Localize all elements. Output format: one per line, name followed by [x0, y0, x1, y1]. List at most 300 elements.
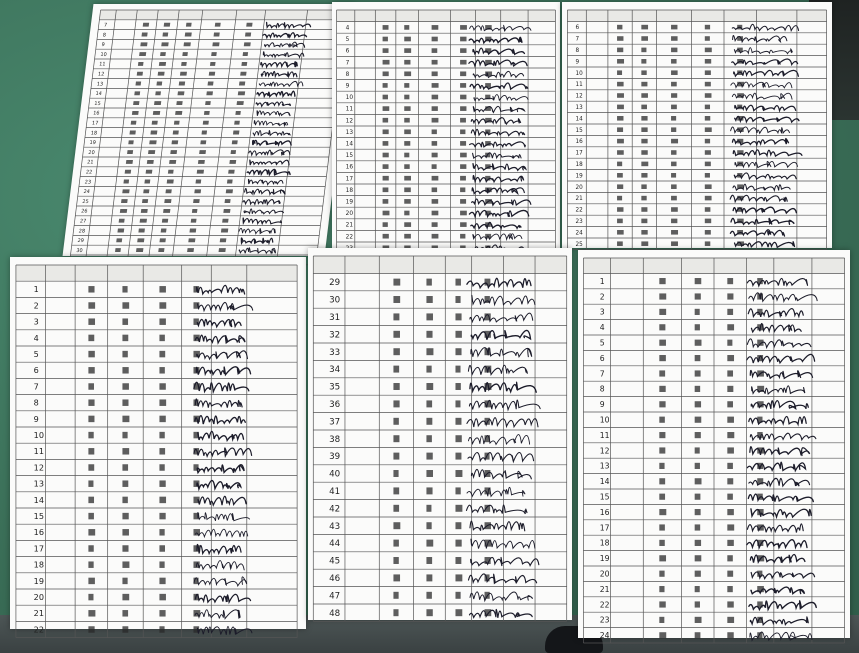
printed-cell-mark: [404, 199, 411, 204]
row-number: 19: [33, 575, 44, 586]
printed-cell-mark: [426, 487, 432, 494]
printed-cell-mark: [122, 335, 128, 341]
printed-cell-mark: [152, 121, 158, 125]
row-number: 9: [101, 42, 106, 49]
printed-cell-mark: [383, 141, 389, 146]
printed-cell-mark: [695, 386, 700, 392]
row-number: 20: [87, 149, 96, 156]
handwritten-signature: [471, 118, 520, 124]
handwritten-signature: [734, 173, 796, 179]
printed-cell-mark: [383, 37, 388, 42]
handwritten-signature: [197, 465, 244, 473]
printed-cell-mark: [199, 150, 206, 154]
handwritten-signature: [733, 207, 796, 213]
printed-cell-mark: [159, 335, 164, 341]
row-number: 24: [575, 230, 583, 237]
printed-cell-mark: [617, 173, 623, 178]
printed-cell-mark: [432, 199, 439, 204]
printed-cell-mark: [241, 62, 247, 66]
sheet-table-grid: [63, 4, 356, 256]
printed-cell-mark: [695, 524, 701, 530]
printed-cell-mark: [659, 278, 665, 284]
printed-cell-mark: [122, 383, 128, 389]
printed-cell-mark: [404, 118, 410, 123]
printed-cell-mark: [159, 383, 165, 389]
printed-cell-mark: [455, 470, 462, 477]
printed-cell-mark: [383, 48, 389, 53]
row-number: 19: [599, 554, 610, 564]
printed-cell-mark: [165, 189, 171, 193]
row-number: 25: [575, 241, 583, 248]
printed-cell-mark: [695, 309, 700, 315]
printed-cell-mark: [460, 25, 467, 30]
printed-cell-mark: [393, 453, 399, 460]
printed-cell-mark: [393, 522, 400, 529]
printed-cell-mark: [727, 540, 734, 546]
printed-cell-mark: [122, 626, 128, 632]
handwritten-signature: [254, 121, 288, 126]
handwritten-signature: [194, 448, 252, 456]
row-number: 9: [599, 400, 605, 410]
printed-cell-mark: [88, 318, 95, 324]
printed-cell-mark: [393, 470, 398, 477]
attendance-sheet-top-middle: [332, 2, 560, 250]
handwritten-signature: [468, 574, 536, 583]
printed-cell-mark: [117, 229, 124, 233]
printed-cell-mark: [143, 23, 149, 27]
printed-cell-mark: [88, 351, 94, 357]
printed-cell-mark: [659, 555, 666, 561]
printed-cell-mark: [432, 234, 439, 239]
printed-cell-mark: [231, 150, 237, 154]
printed-cell-mark: [122, 416, 129, 422]
handwritten-signature: [470, 313, 533, 322]
printed-cell-mark: [225, 199, 231, 203]
printed-cell-mark: [460, 48, 466, 53]
row-number: 6: [599, 353, 605, 363]
printed-cell-mark: [141, 209, 148, 213]
printed-cell-mark: [88, 432, 93, 438]
printed-cell-mark: [184, 42, 191, 46]
printed-cell-mark: [695, 540, 701, 546]
handwritten-signature: [195, 594, 250, 602]
row-number: 13: [33, 478, 44, 489]
printed-cell-mark: [115, 248, 121, 252]
handwritten-signature: [247, 169, 291, 175]
row-number: 46: [329, 574, 341, 585]
printed-cell-mark: [641, 36, 648, 41]
handwritten-signature: [259, 81, 304, 86]
row-number: 32: [329, 330, 341, 341]
printed-cell-mark: [383, 199, 389, 204]
table-header-row: [16, 265, 297, 281]
row-number: 2: [599, 292, 605, 302]
printed-cell-mark: [383, 83, 388, 88]
printed-cell-mark: [404, 234, 411, 239]
printed-cell-mark: [383, 60, 390, 65]
handwritten-signature: [263, 33, 307, 38]
printed-cell-mark: [426, 331, 432, 338]
printed-cell-mark: [88, 335, 94, 341]
printed-cell-mark: [88, 464, 94, 470]
printed-cell-mark: [88, 545, 93, 551]
handwritten-signature: [469, 37, 522, 42]
handwritten-signature: [747, 524, 803, 533]
row-number: 12: [97, 71, 105, 78]
printed-cell-mark: [671, 230, 678, 235]
printed-cell-mark: [161, 229, 167, 233]
printed-cell-mark: [659, 632, 666, 638]
row-number: 21: [575, 196, 583, 203]
row-number: 14: [345, 141, 354, 148]
row-number: 13: [345, 129, 354, 136]
printed-cell-mark: [705, 219, 711, 224]
printed-cell-mark: [203, 121, 209, 125]
row-number: 16: [345, 164, 354, 171]
row-number: 27: [79, 218, 87, 225]
handwritten-signature: [473, 106, 524, 112]
printed-cell-mark: [88, 480, 93, 486]
handwritten-signature: [734, 70, 799, 76]
printed-cell-mark: [426, 592, 431, 599]
printed-cell-mark: [455, 487, 460, 494]
printed-cell-mark: [210, 62, 216, 66]
row-number: 48: [329, 608, 341, 619]
printed-cell-mark: [122, 432, 127, 438]
row-number: 29: [77, 238, 85, 245]
row-number: 11: [575, 82, 583, 89]
printed-cell-mark: [727, 447, 734, 453]
row-number: 12: [599, 446, 610, 456]
printed-cell-mark: [426, 400, 432, 407]
printed-cell-mark: [455, 522, 461, 529]
handwritten-signature: [471, 539, 535, 549]
row-number: 11: [599, 430, 610, 440]
printed-cell-mark: [659, 463, 664, 469]
printed-cell-mark: [122, 448, 129, 454]
handwritten-signature: [249, 150, 291, 155]
printed-cell-mark: [159, 594, 166, 600]
row-number: 10: [575, 70, 583, 77]
handwritten-signature: [473, 164, 526, 171]
printed-cell-mark: [235, 111, 240, 115]
row-number: 8: [599, 384, 605, 394]
handwritten-signature: [266, 22, 311, 28]
printed-cell-mark: [432, 37, 438, 42]
printed-cell-mark: [404, 141, 410, 146]
printed-cell-mark: [404, 176, 411, 181]
printed-cell-mark: [383, 222, 388, 227]
printed-cell-mark: [727, 355, 734, 361]
printed-cell-mark: [432, 222, 438, 227]
printed-cell-mark: [705, 116, 710, 121]
row-number: 28: [78, 228, 86, 235]
printed-cell-mark: [393, 331, 400, 338]
printed-cell-mark: [227, 180, 233, 184]
printed-cell-mark: [88, 610, 95, 616]
printed-cell-mark: [705, 139, 710, 144]
printed-cell-mark: [234, 121, 240, 125]
handwritten-signature: [472, 199, 531, 205]
handwritten-signature: [253, 131, 291, 136]
handwritten-signature: [195, 335, 245, 343]
handwritten-signature: [197, 302, 252, 310]
row-number: 15: [33, 511, 44, 522]
printed-cell-mark: [404, 222, 411, 227]
printed-cell-mark: [659, 601, 665, 607]
printed-cell-mark: [659, 571, 664, 577]
printed-cell-mark: [426, 418, 432, 425]
printed-cell-mark: [460, 176, 466, 181]
printed-cell-mark: [432, 153, 438, 158]
printed-cell-mark: [140, 42, 147, 46]
printed-cell-mark: [222, 219, 228, 223]
row-number: 22: [599, 600, 610, 610]
printed-cell-mark: [383, 71, 389, 76]
row-number: 6: [575, 25, 580, 32]
handwritten-signature: [472, 188, 524, 194]
printed-cell-mark: [659, 432, 665, 438]
handwritten-signature: [260, 62, 297, 67]
printed-cell-mark: [122, 497, 127, 503]
handwritten-signature: [248, 179, 284, 184]
handwritten-signature: [197, 285, 245, 294]
printed-cell-mark: [705, 162, 711, 167]
printed-cell-mark: [705, 241, 710, 246]
printed-cell-mark: [727, 601, 733, 607]
printed-cell-mark: [194, 189, 201, 193]
row-number: 4: [345, 25, 350, 32]
row-number: 11: [98, 61, 106, 68]
printed-cell-mark: [226, 189, 233, 193]
printed-cell-mark: [641, 230, 647, 235]
row-number: 5: [33, 349, 39, 360]
row-number: 14: [95, 91, 103, 98]
printed-cell-mark: [186, 23, 192, 27]
printed-cell-mark: [426, 366, 431, 373]
printed-cell-mark: [122, 594, 129, 600]
row-number: 17: [345, 176, 354, 183]
printed-cell-mark: [150, 131, 157, 135]
printed-cell-mark: [641, 93, 648, 98]
printed-cell-mark: [641, 184, 646, 189]
printed-cell-mark: [705, 184, 712, 189]
printed-cell-mark: [126, 160, 133, 164]
printed-cell-mark: [705, 36, 710, 41]
row-number: 22: [575, 207, 583, 214]
printed-cell-mark: [142, 199, 148, 203]
printed-cell-mark: [426, 557, 432, 564]
printed-cell-mark: [404, 164, 409, 169]
table-header-row: [337, 10, 556, 22]
printed-cell-mark: [137, 72, 143, 76]
row-number: 16: [92, 110, 100, 117]
handwritten-signature: [194, 577, 247, 586]
printed-cell-mark: [695, 293, 701, 299]
handwritten-signature: [733, 150, 802, 156]
printed-cell-mark: [162, 219, 168, 223]
printed-cell-mark: [88, 286, 94, 292]
row-number: 18: [599, 538, 610, 548]
printed-cell-mark: [123, 180, 129, 184]
printed-cell-mark: [221, 229, 228, 233]
row-number: 3: [33, 316, 39, 327]
printed-cell-mark: [88, 497, 94, 503]
printed-cell-mark: [705, 82, 711, 87]
printed-cell-mark: [671, 184, 677, 189]
handwritten-signature: [468, 435, 529, 445]
row-number: 17: [91, 120, 99, 127]
printed-cell-mark: [455, 435, 461, 442]
printed-cell-mark: [671, 48, 677, 53]
printed-cell-mark: [161, 42, 168, 46]
row-number: 16: [599, 507, 610, 517]
printed-cell-mark: [122, 464, 128, 470]
printed-cell-mark: [404, 95, 409, 100]
row-number: 21: [33, 608, 44, 619]
printed-cell-mark: [159, 318, 165, 324]
printed-cell-mark: [191, 219, 197, 223]
row-number: 7: [599, 369, 605, 379]
handwritten-signature: [470, 521, 525, 531]
printed-cell-mark: [695, 432, 701, 438]
printed-cell-mark: [659, 586, 664, 592]
row-number: 12: [575, 93, 583, 100]
handwritten-signature: [264, 42, 305, 47]
handwritten-signature: [197, 351, 248, 359]
handwritten-signature: [466, 505, 526, 514]
printed-cell-mark: [426, 313, 433, 320]
printed-cell-mark: [122, 318, 128, 324]
printed-cell-mark: [383, 106, 390, 111]
printed-cell-mark: [189, 229, 196, 233]
printed-cell-mark: [617, 127, 623, 132]
printed-cell-mark: [167, 180, 174, 184]
printed-cell-mark: [432, 95, 439, 100]
printed-cell-mark: [134, 91, 140, 95]
printed-cell-mark: [208, 82, 214, 86]
printed-cell-mark: [659, 324, 665, 330]
printed-cell-mark: [174, 121, 180, 125]
printed-cell-mark: [455, 574, 462, 581]
printed-cell-mark: [116, 238, 122, 242]
printed-cell-mark: [156, 82, 162, 86]
printed-cell-mark: [695, 417, 702, 423]
printed-cell-mark: [617, 162, 622, 167]
printed-cell-mark: [175, 111, 182, 115]
row-number: 7: [575, 36, 580, 43]
printed-cell-mark: [727, 278, 733, 284]
printed-cell-mark: [393, 609, 398, 616]
printed-cell-mark: [393, 557, 398, 564]
printed-cell-mark: [393, 505, 399, 512]
printed-cell-mark: [641, 173, 647, 178]
printed-cell-mark: [455, 505, 462, 512]
printed-cell-mark: [460, 37, 466, 42]
printed-cell-mark: [641, 207, 647, 212]
printed-cell-mark: [617, 82, 624, 87]
printed-cell-mark: [727, 494, 733, 500]
sheet-table-grid: [332, 2, 560, 250]
row-number: 20: [599, 569, 610, 579]
printed-cell-mark: [122, 351, 127, 357]
printed-cell-mark: [122, 399, 128, 405]
row-number: 21: [599, 584, 610, 594]
printed-cell-mark: [159, 367, 164, 373]
printed-cell-mark: [671, 196, 677, 201]
attendance-sheet-bottom-right: [578, 250, 850, 641]
printed-cell-mark: [88, 561, 93, 567]
printed-cell-mark: [393, 400, 399, 407]
handwritten-signature: [241, 238, 274, 243]
printed-cell-mark: [159, 62, 166, 66]
printed-cell-mark: [404, 106, 410, 111]
attendance-sheet-top-left: [63, 4, 356, 256]
row-number: 17: [599, 523, 610, 533]
printed-cell-mark: [455, 557, 461, 564]
handwritten-signature: [257, 91, 296, 96]
handwritten-signature: [734, 48, 792, 54]
printed-cell-mark: [243, 52, 249, 56]
printed-cell-mark: [641, 48, 646, 53]
printed-cell-mark: [187, 248, 194, 252]
printed-cell-mark: [695, 463, 700, 469]
printed-cell-mark: [659, 293, 666, 299]
printed-cell-mark: [460, 234, 465, 239]
printed-cell-mark: [122, 610, 128, 616]
row-number: 36: [329, 400, 341, 411]
row-number: 17: [33, 543, 44, 554]
printed-cell-mark: [460, 95, 466, 100]
printed-cell-mark: [180, 72, 187, 76]
printed-cell-mark: [695, 571, 701, 577]
printed-cell-mark: [404, 60, 410, 65]
row-number: 14: [33, 494, 44, 505]
printed-cell-mark: [659, 386, 665, 392]
printed-cell-mark: [229, 160, 236, 164]
printed-cell-mark: [641, 162, 648, 167]
printed-cell-mark: [617, 116, 623, 121]
printed-cell-mark: [200, 140, 206, 144]
printed-cell-mark: [198, 160, 205, 164]
printed-cell-mark: [404, 71, 411, 76]
handwritten-signature: [473, 176, 524, 182]
printed-cell-mark: [641, 139, 647, 144]
row-number: 1: [599, 276, 605, 286]
handwritten-signature: [470, 142, 526, 147]
sheet-table-grid: [562, 2, 832, 248]
printed-cell-mark: [88, 383, 94, 389]
handwritten-signature: [471, 469, 531, 478]
printed-cell-mark: [695, 401, 701, 407]
handwritten-signature: [195, 399, 242, 408]
table-header-row: [313, 256, 566, 273]
printed-cell-mark: [727, 632, 733, 638]
printed-cell-mark: [232, 140, 238, 144]
printed-cell-mark: [727, 555, 733, 561]
row-number: 11: [345, 106, 354, 113]
printed-cell-mark: [695, 370, 701, 376]
row-number: 4: [33, 332, 39, 343]
printed-cell-mark: [192, 209, 198, 213]
printed-cell-mark: [239, 82, 245, 86]
handwritten-signature: [469, 400, 540, 410]
printed-cell-mark: [705, 173, 710, 178]
printed-cell-mark: [149, 140, 156, 144]
row-number: 13: [599, 461, 610, 471]
printed-cell-mark: [617, 59, 624, 64]
printed-cell-mark: [617, 230, 624, 235]
